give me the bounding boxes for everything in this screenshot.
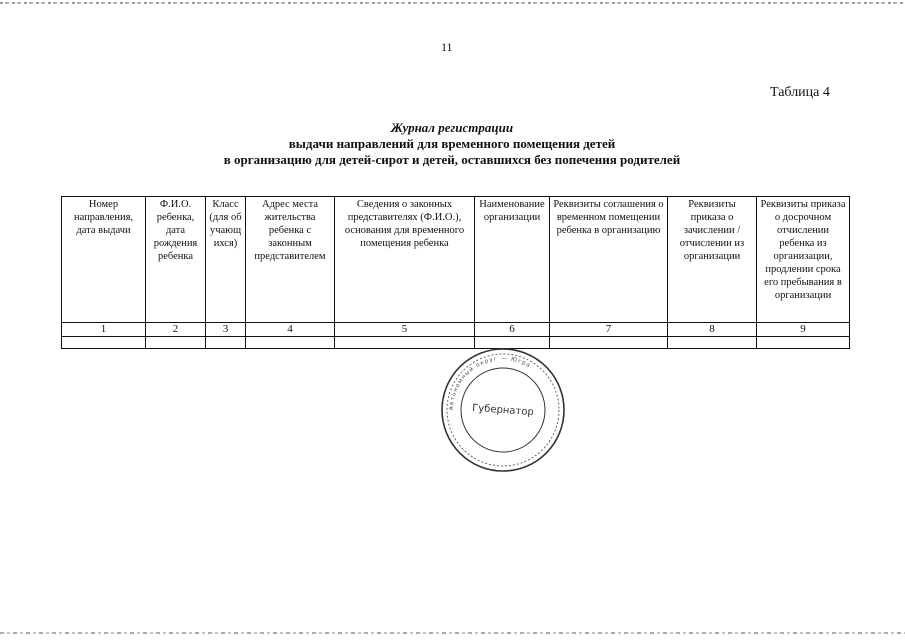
column-number: 9 [757,323,850,337]
empty-cell [668,337,757,349]
column-number: 4 [246,323,335,337]
header-request-number: Номер направления, дата выдачи [62,197,146,323]
column-number: 3 [206,323,246,337]
header-enrollment-order: Реквизиты приказа о зачислении / отчислении из организации [668,197,757,323]
header-child-name: Ф.И.О. ребенка, дата рождения ребенка [146,197,206,323]
registration-journal-table [61,196,850,349]
header-address: Адрес места жительства ребенка с законным представителем [246,197,335,323]
column-number: 1 [62,323,146,337]
header-row [62,197,850,323]
column-number-row [62,323,850,337]
empty-cell [146,337,206,349]
column-number: 5 [335,323,475,337]
table-label: Таблица 4 [770,85,830,100]
column-number: 2 [146,323,206,337]
empty-cell [550,337,668,349]
header-legal-representatives: Сведения о законных представителях (Ф.И.О.), основания для временного помещения ребенка [335,197,475,323]
empty-cell [757,337,850,349]
page-number: 11 [441,40,453,54]
governor-seal [439,346,567,474]
document-subtitle-line-1: выдачи направлений для временного помещения детей [288,136,616,151]
seal-ring-text: Автономный округ — Югра [448,355,532,411]
empty-cell [206,337,246,349]
document-subtitle-line-2: в организацию для детей-сирот и детей, оставшихся без попечения родителей [223,152,681,167]
document-title: Журнал регистрации [390,120,514,135]
column-number: 6 [475,323,550,337]
scan-edge-bottom [0,632,905,634]
header-organization-name: Наименование организации [475,197,550,323]
column-number: 7 [550,323,668,337]
header-class: Класс (для обучающихся) [206,197,246,323]
seal-center-text: Губернатор [471,402,535,419]
scan-edge-top [0,2,905,4]
empty-cell [62,337,146,349]
empty-cell [246,337,335,349]
column-number: 8 [668,323,757,337]
header-agreement-details: Реквизиты соглашения о временном помещении ребенка в организацию [550,197,668,323]
header-early-discharge-order: Реквизиты приказа о досрочном отчислении ребенка из организации, продлении срока его пребывания в организации [757,197,850,323]
